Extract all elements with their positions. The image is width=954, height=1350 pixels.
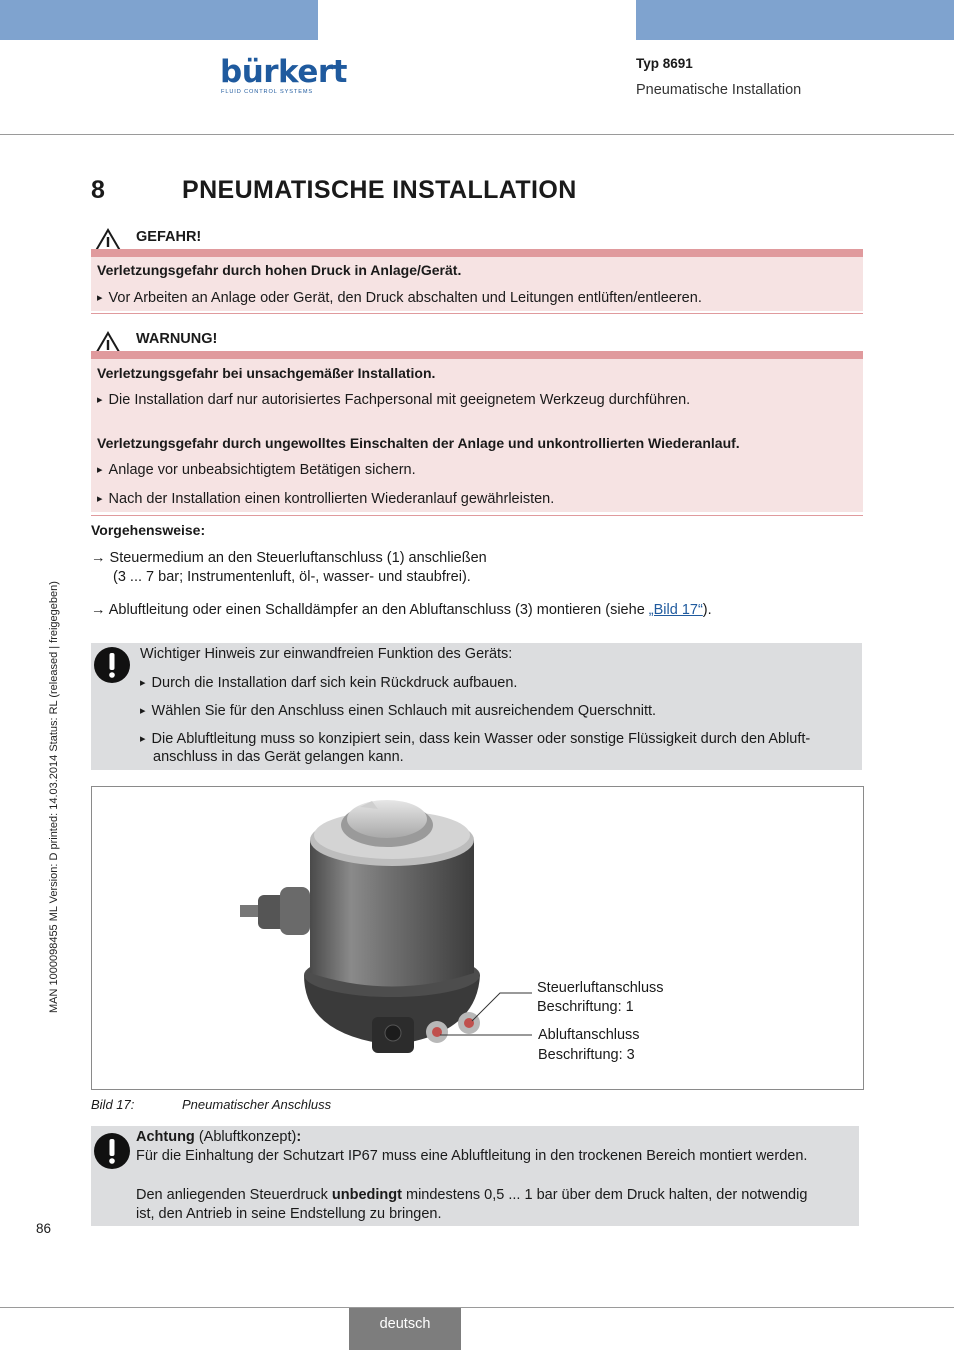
danger-label: GEFAHR! — [136, 229, 202, 245]
logo: bürkert — [220, 54, 347, 90]
section-number: 8 — [91, 176, 105, 204]
page-number: 86 — [36, 1221, 52, 1236]
callout-supply-port: Steuerluftanschluss — [537, 980, 664, 996]
note-2-title-bold: Achtung — [136, 1129, 195, 1145]
procedure-step-1 — [91, 549, 487, 568]
procedure-step-2 — [91, 601, 712, 620]
note-1-item-3-line-1: ▸ Die Abluftleitung muss so konzipiert sein, dass kein Wasser oder sonstige Flüssigkeit durch den Abluft- — [140, 730, 810, 749]
section-title: PNEUMATISCHE INSTALLATION — [182, 176, 577, 204]
note-1-item-2: ▸ Wählen Sie für den Anschluss einen Schlauch mit ausreichendem Querschnitt. — [140, 702, 656, 721]
note-2-line-2-bold: unbedingt — [331, 1187, 402, 1203]
warning-bottom-rule — [91, 515, 863, 516]
language-tab: deutsch — [349, 1308, 461, 1350]
header-bar-left — [0, 0, 318, 40]
note-2-title-rest: (Abluftkonzept) — [194, 1129, 297, 1145]
callout-exhaust-port: Abluftanschluss — [538, 1027, 640, 1043]
exclamation-icon — [93, 646, 131, 684]
note-2-line-2 — [136, 1186, 807, 1205]
warning-stripe — [91, 351, 863, 359]
procedure-step-1-line-2: (3 ... 7 bar; Instrumentenluft, öl-, wasser- und staubfrei). — [113, 569, 471, 585]
note-2-title — [136, 1128, 301, 1147]
callout-supply-port-label: Beschriftung: 1 — [537, 999, 634, 1015]
header-rule — [0, 134, 954, 135]
header-subtitle: Pneumatische Installation — [636, 82, 802, 98]
danger-bottom-rule — [91, 313, 863, 314]
procedure-step-1-line-1: Steuermedium an den Steuerluftanschluss (1) anschließen — [109, 550, 487, 566]
note-1-intro: Wichtiger Hinweis zur einwandfreien Funktion des Geräts: — [140, 646, 513, 662]
figure-caption-text: Pneumatischer Anschluss — [182, 1097, 332, 1112]
warning-heading-1: Verletzungsgefahr bei unsachgemäßer Installation. — [97, 365, 436, 381]
warning-item-3: ▸ Nach der Installation einen kontrollierten Wiederanlauf gewährleisten. — [97, 490, 554, 509]
procedure-label: Vorgehensweise: — [91, 522, 206, 538]
note-2-line-2-pre: Den anliegenden Steuerdruck — [136, 1187, 332, 1203]
figure-link[interactable]: „Bild 17“ — [648, 602, 703, 618]
logo-subtext: FLUID CONTROL SYSTEMS — [221, 89, 314, 95]
warning-heading-2: Verletzungsgefahr durch ungewolltes Einschalten der Anlage und unkontrollierten Wiederanlauf. — [97, 435, 740, 451]
document-type: Typ 8691 — [636, 56, 693, 71]
note-2-line-2-post: mindestens 0,5 ... 1 bar über dem Druck halten, der notwendig — [401, 1187, 808, 1203]
note-2-line-3: ist, den Antrieb in seine Endstellung zu bringen. — [136, 1206, 442, 1222]
note-1-item-1: ▸ Durch die Installation darf sich kein Rückdruck aufbauen. — [140, 674, 517, 693]
callout-exhaust-port-label: Beschriftung: 3 — [538, 1047, 635, 1063]
danger-heading: Verletzungsgefahr durch hohen Druck in Anlage/Gerät. — [97, 262, 462, 278]
warning-item-1: ▸ Die Installation darf nur autorisiertes Fachpersonal mit geeignetem Werkzeug durchführen. — [97, 391, 690, 410]
arrow-icon: → — [91, 602, 106, 618]
procedure-step-2-text: Abluftleitung oder einen Schalldämpfer an den Abluftanschluss (3) montieren (siehe — [108, 602, 649, 618]
note-2-line-1: Für die Einhaltung der Schutzart IP67 muss eine Abluftleitung in den trockenen Bereich montiert werden. — [136, 1148, 808, 1164]
danger-stripe — [91, 249, 863, 257]
warning-label: WARNUNG! — [136, 331, 218, 347]
figure-caption-label: Bild 17: — [91, 1097, 135, 1112]
footer-rule — [0, 1307, 954, 1308]
header-bar-right — [636, 0, 954, 40]
note-1-item-3-line-2: anschluss in das Gerät gelangen kann. — [153, 749, 404, 765]
device-illustration — [232, 795, 542, 1070]
arrow-icon: → — [91, 550, 106, 566]
document-metadata-sidebar: MAN 1000098455 ML Version: D printed: 14.03.2014 Status: RL (released | freigegeben) — [48, 581, 60, 1013]
note-2-title-colon: : — [296, 1129, 302, 1145]
exclamation-icon — [93, 1132, 131, 1170]
danger-item: ▸ Vor Arbeiten an Anlage oder Gerät, den Druck abschalten und Leitungen entlüften/entleeren. — [97, 289, 702, 308]
procedure-step-2-suffix: ). — [702, 602, 712, 618]
warning-item-2: ▸ Anlage vor unbeabsichtigtem Betätigen sichern. — [97, 461, 416, 480]
